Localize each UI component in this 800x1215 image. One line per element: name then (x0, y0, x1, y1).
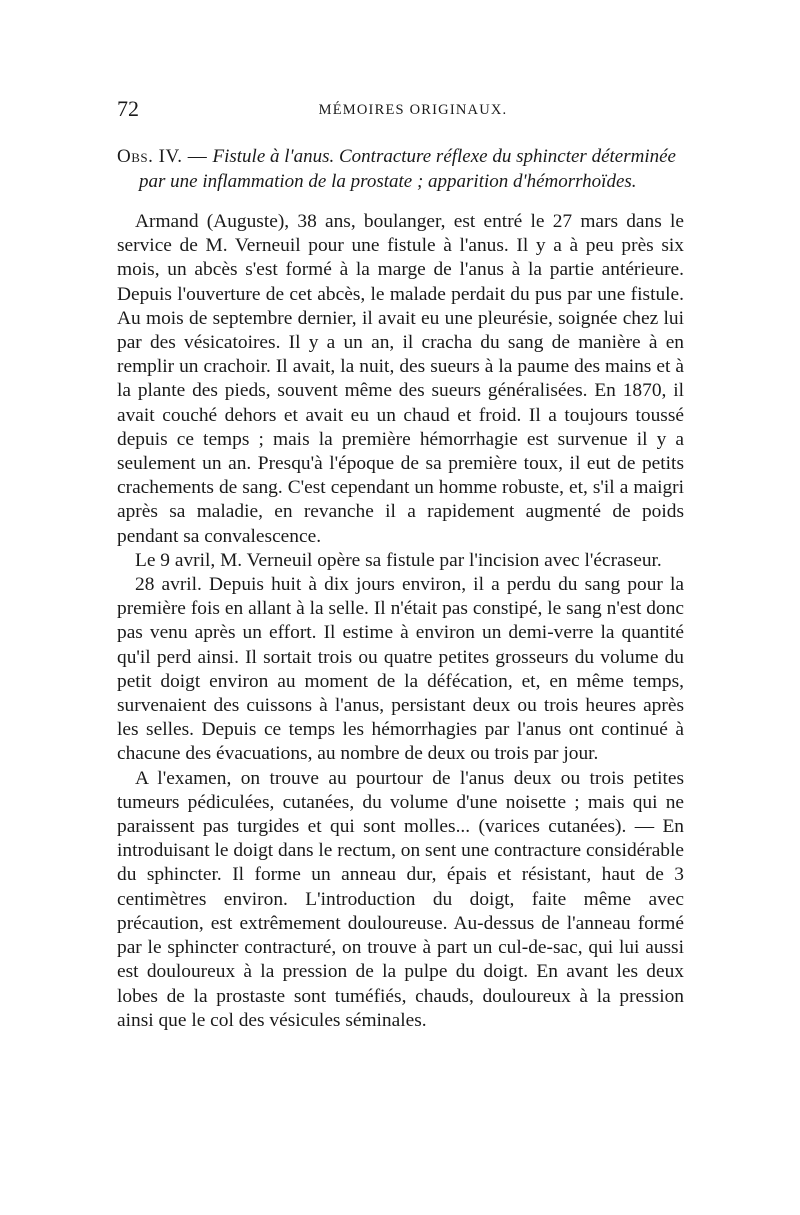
observation-title-line2: par une inflammation de la prostate ; apparition d'hémorrhoïdes. (139, 171, 637, 192)
page-number: 72 (117, 96, 139, 121)
paragraph-april-28: 28 avril. Depuis huit à dix jours environ, il a perdu du sang pour la première fois en allant à la selle. Il n'était pas constipé, le sang n'est donc pas venu après un effort. Il estime à environ un demi-verre la quantité qu'il perd ainsi. Il sortait trois ou quatre petites grosseurs du volume du petit doigt environ au moment de la défécation, et, en même temps, survenaient des cuissons à l'anus, persistant deux ou trois heures après les selles. Depuis ce temps les hémorrhagies par l'anus ont continué à chacune des évacuations, au nombre de deux ou trois par jour. (117, 574, 684, 765)
paragraph-examination: A l'examen, on trouve au pourtour de l'anus deux ou trois petites tumeurs pédiculées, cutanées, du volume d'une noisette ; mais qui ne paraissent pas turgides et qui sont molles... (varices cutanées). — En introduisant le doigt dans le rectum, on sent une contracture considérable du sphincter. Il forme un anneau dur, épais et résistant, haut de 3 centimètres environ. L'introduction du doigt, faite même avec précaution, est extrêmement douloureuse. Au-dessus de l'anneau formé par le sphincter contracturé, on trouve à part un cul-de-sac, qui lui aussi est douloureux à la pression de la pulpe du doigt. En avant les deux lobes de la prostaste sont tuméfiés, chauds, douloureux à la pression ainsi que le col des vésicules séminales. (117, 767, 684, 1031)
body-text (117, 210, 684, 1033)
observation-heading (117, 144, 687, 194)
observation-label: Obs. IV. — (117, 146, 213, 167)
running-title: MÉMOIRES ORIGINAUX. (318, 102, 508, 118)
paragraph-operation: Le 9 avril, M. Verneuil opère sa fistule par l'incision avec l'écraseur. (135, 549, 662, 571)
running-head (117, 95, 687, 125)
paragraph-case-history: Armand (Auguste), 38 ans, boulanger, est entré le 27 mars dans le service de M. Verneuil pour une fistule à l'anus. Il y a à peu près six mois, un abcès s'est formé à la marge de l'anus à la partie antérieure. Depuis l'ouverture de cet abcès, le malade perdait du pus par une fistule. Au mois de septembre dernier, il avait eu une pleurésie, soignée chez lui par des vésicatoires. Il y a un an, il cracha du sang de manière à en remplir un crachoir. Il avait, la nuit, des sueurs à la paume des mains et à la plante des pieds, souvent même des sueurs généralisées. En 1870, il avait couché dehors et avait eu un chaud et froid. Il a toujours toussé depuis ce temps ; mais la première hémorrhagie est survenue il y a seulement un an. Presqu'à l'époque de sa première toux, il eut de petits crachements de sang. C'est cependant un homme robuste, et, s'il a maigri après sa maladie, en revanche il a rapidement augmenté de poids pendant sa convalescence. (117, 211, 684, 547)
observation-title-line1: Fistule à l'anus. Contracture réflexe du sphincter déterminée (212, 146, 676, 167)
